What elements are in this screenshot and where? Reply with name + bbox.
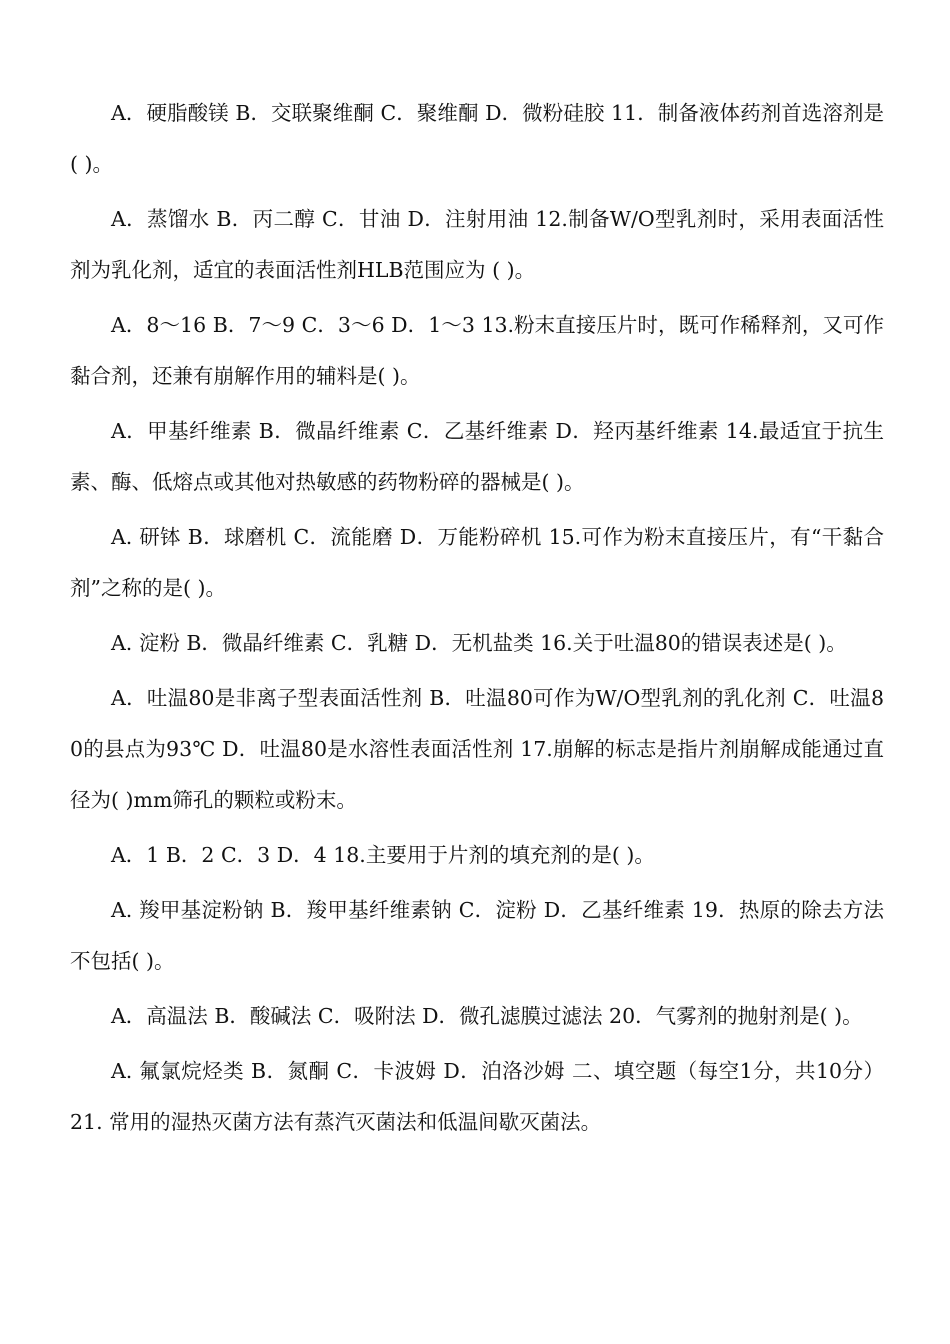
question-paragraph: A．甲基纤维素 B．微晶纤维素 C．乙基纤维素 D．羟丙基纤维素 14.最适宜于抗生素、酶、低熔点或其他对热敏感的药物粉碎的器械是( )。 [70, 419, 884, 494]
document-page [70, 88, 884, 1152]
question-paragraph: A．蒸馏水 B．丙二醇 C．甘油 D．注射用油 12.制备W/O型乳剂时，采用表面活性剂为乳化剂，适宜的表面活性剂HLB范围应为 ( )。 [70, 207, 884, 282]
question-paragraph: A. 研钵 B．球磨机 C．流能磨 D．万能粉碎机 15.可作为粉末直接压片，有“干黏合剂”之称的是( )。 [70, 525, 884, 600]
question-paragraph: A．8～16 B．7～9 C．3～6 D．1～3 13.粉末直接压片时，既可作稀释剂，又可作黏合剂，还兼有崩解作用的辅料是( )。 [70, 313, 884, 388]
question-paragraph: A．吐温80是非离子型表面活性剂 B．吐温80可作为W/O型乳剂的乳化剂 C．吐温80的县点为93℃ D．吐温80是水溶性表面活性剂 17.崩解的标志是指片剂崩解成能通过直径为( )mm筛孔的颗粒或粉末。 [70, 686, 884, 812]
question-paragraph: A．硬脂酸镁 B．交联聚维酮 C．聚维酮 D．微粉硅胶 11．制备液体药剂首选溶剂是( )。 [70, 101, 884, 176]
question-paragraph: A．1 B．2 C．3 D．4 18.主要用于片剂的填充剂的是( )。 [111, 843, 655, 867]
question-paragraph: A．高温法 B．酸碱法 C．吸附法 D．微孔滤膜过滤法 20．气雾剂的抛射剂是( )。 [111, 1004, 863, 1028]
question-paragraph: A. 淀粉 B．微晶纤维素 C．乳糖 D．无机盐类 16.关于吐温80的错误表述是( )。 [111, 631, 847, 655]
question-paragraph: A. 氟氯烷烃类 B．氮酮 C．卡波姆 D．泊洛沙姆 二、填空题（每空1分，共10分） 21. 常用的湿热灭菌方法有蒸汽灭菌法和低温间歇灭菌法。 [70, 1059, 884, 1134]
question-paragraph: A. 羧甲基淀粉钠 B．羧甲基纤维素钠 C．淀粉 D．乙基纤维素 19．热原的除去方法不包括( )。 [70, 898, 884, 973]
